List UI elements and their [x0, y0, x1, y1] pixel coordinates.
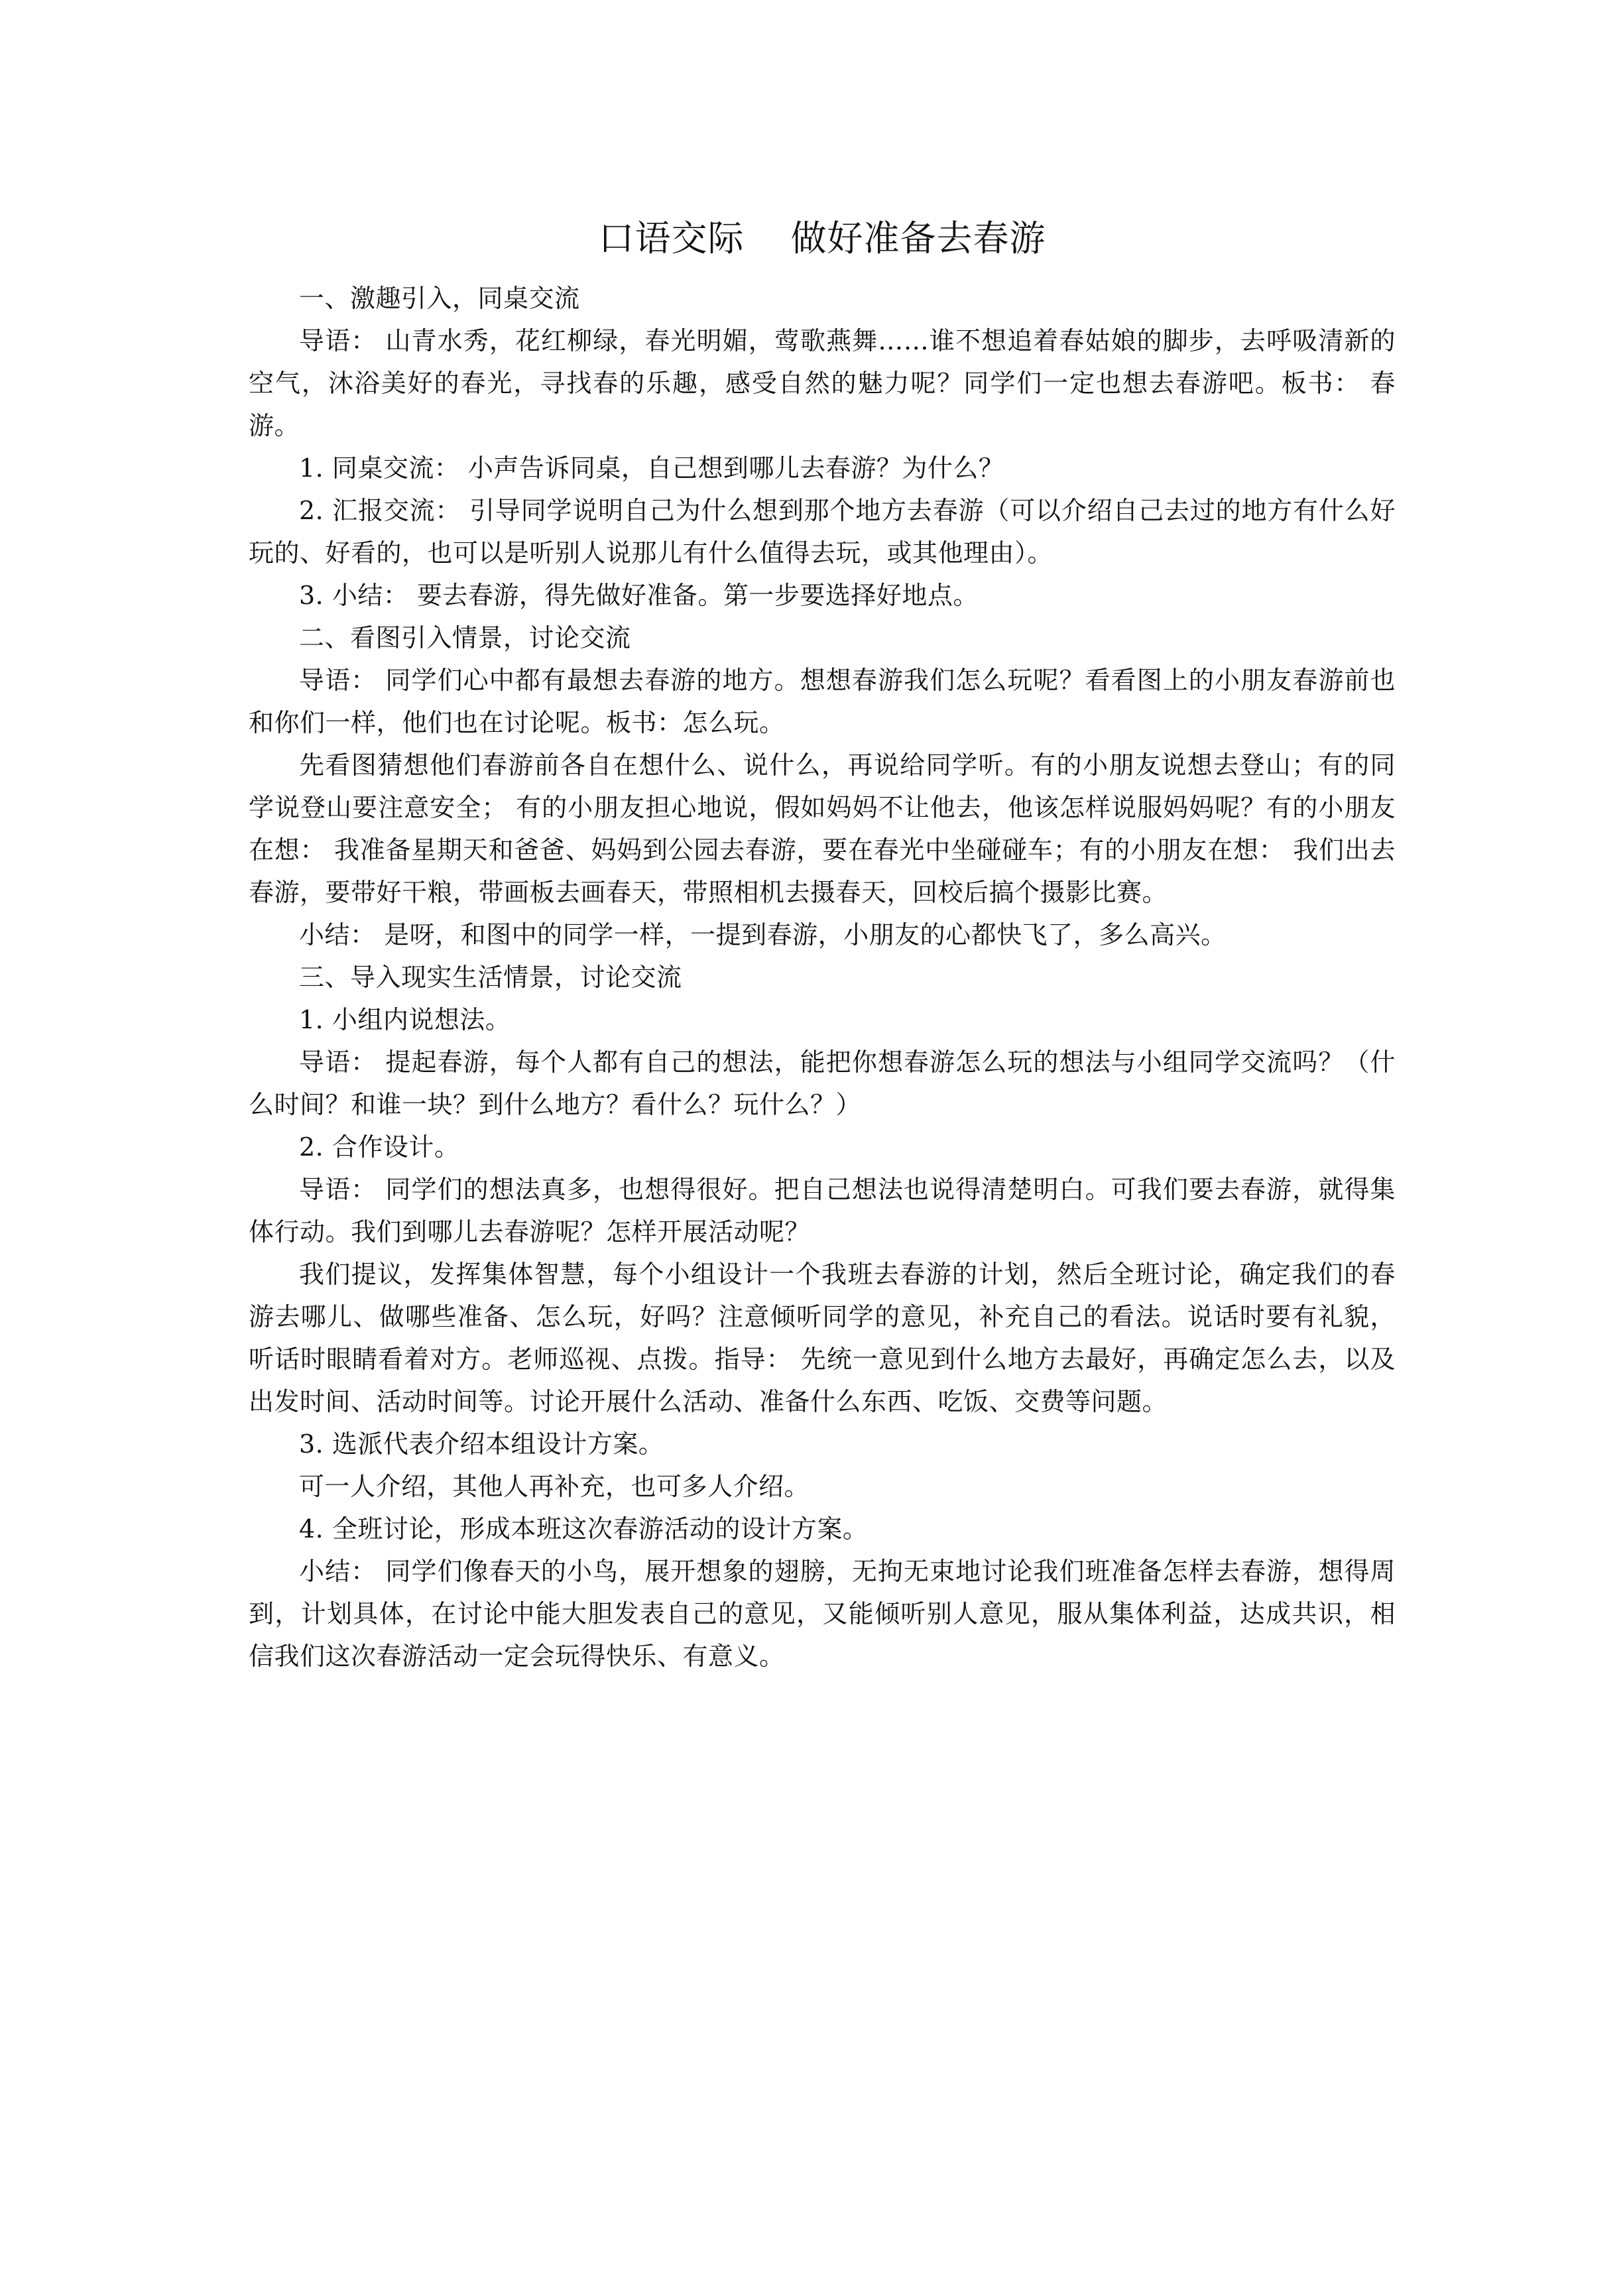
- paragraph: 导语： 同学们心中都有最想去春游的地方。想想春游我们怎么玩呢？看看图上的小朋友春游前也和你们一样，他们也在讨论呢。板书：怎么玩。: [249, 666, 1396, 737]
- paragraph: 导语： 同学们的想法真多，也想得很好。把自己想法也说得清楚明白。可我们要去春游，就得集体行动。我们到哪儿去春游呢？怎样开展活动呢？: [249, 1175, 1396, 1246]
- paragraph: 小结： 同学们像春天的小鸟，展开想象的翅膀，无拘无束地讨论我们班准备怎样去春游，想得周到，计划具体，在讨论中能大胆发表自己的意见，又能倾听别人意见，服从集体利益，达成共识，相信我们这次春游活动一定会玩得快乐、有意义。: [249, 1557, 1396, 1671]
- paragraph: 先看图猜想他们春游前各自在想什么、说什么，再说给同学听。有的小朋友说想去登山；有的同学说登山要注意安全； 有的小朋友担心地说，假如妈妈不让他去，他该怎样说服妈妈呢？有的小朋友在想： 我准备星期天和爸爸、妈妈到公园去春游，要在春光中坐碰碰车；有的小朋友在想： 我们出去春游，要带好干粮，带画板去画春天，带照相机去摄春天，回校后搞个摄影比赛。: [249, 751, 1396, 907]
- section-heading-2: 二、看图引入情景，讨论交流: [299, 623, 631, 652]
- paragraph: 我们提议，发挥集体智慧，每个小组设计一个我班去春游的计划，然后全班讨论，确定我们的春游去哪儿、做哪些准备、怎么玩，好吗？注意倾听同学的意见，补充自己的看法。说话时要有礼貌，听话时眼睛看着对方。老师巡视、点拨。指导： 先统一意见到什么地方去最好，再确定怎么去，以及出发时间、活动时间等。讨论开展什么活动、准备什么东西、吃饭、交费等问题。: [249, 1260, 1396, 1416]
- paragraph: 导语： 山青水秀，花红柳绿，春光明媚，莺歌燕舞……谁不想追着春姑娘的脚步，去呼吸清新的空气，沐浴美好的春光，寻找春的乐趣，感受自然的魅力呢？同学们一定也想去春游吧。板书： 春游。: [249, 326, 1396, 440]
- paragraph: 4. 全班讨论，形成本班这次春游活动的设计方案。: [299, 1514, 869, 1543]
- title-part-1: 口语交际: [598, 217, 745, 259]
- paragraph: 2. 合作设计。: [299, 1132, 460, 1162]
- paragraph: 2. 汇报交流： 引导同学说明自己为什么想到那个地方去春游（可以介绍自己去过的地方有什么好玩的、好看的，也可以是听别人说那儿有什么值得去玩，或其他理由）。: [249, 496, 1396, 568]
- title-part-2: 做好准备去春游: [790, 217, 1046, 259]
- paragraph: 小结： 是呀，和图中的同学一样，一提到春游，小朋友的心都快飞了，多么高兴。: [299, 920, 1227, 949]
- paragraph: 3. 选派代表介绍本组设计方案。: [299, 1429, 664, 1459]
- paragraph: 3. 小结： 要去春游，得先做好准备。第一步要选择好地点。: [299, 581, 979, 610]
- paragraph: 可一人介绍，其他人再补充，也可多人介绍。: [299, 1472, 810, 1501]
- paragraph: 1. 同桌交流： 小声告诉同桌，自己想到哪儿去春游？为什么？: [299, 453, 1004, 483]
- page-title: [249, 212, 1396, 265]
- document-page: [249, 212, 1396, 1677]
- section-heading-1: 一、激趣引入，同桌交流: [299, 284, 580, 313]
- section-heading-3: 三、导入现实生活情景，讨论交流: [299, 963, 682, 992]
- paragraph: 1. 小组内说想法。: [299, 1005, 511, 1034]
- paragraph: 导语： 提起春游，每个人都有自己的想法，能把你想春游怎么玩的想法与小组同学交流吗？（什么时间？和谁一块？到什么地方？看什么？玩什么？）: [249, 1048, 1396, 1119]
